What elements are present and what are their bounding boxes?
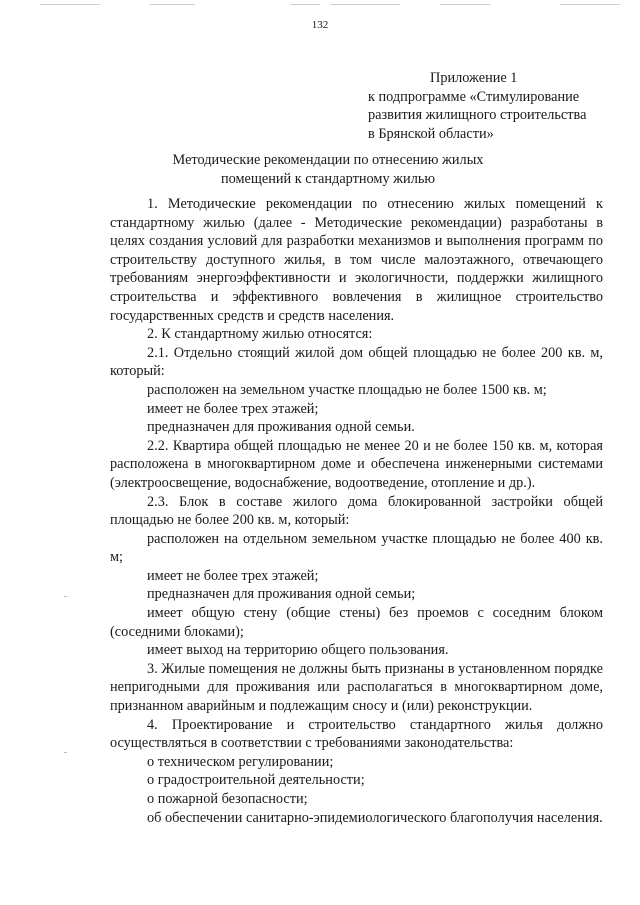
list-item: имеет общую стену (общие стены) без проемов с соседним блоком (соседними блоками); — [110, 605, 603, 640]
paragraph: 2.3. Блок в составе жилого дома блокированной застройки общей площадью не более 200 кв. м, который: — [110, 493, 603, 529]
list-item: о техническом регулировании; — [147, 753, 334, 770]
document-body — [110, 195, 603, 827]
list-item: имеет не более трех этажей; — [147, 400, 319, 417]
paragraph: 2.1. Отдельно стоящий жилой дом общей площадью не более 200 кв. м, который: — [110, 344, 603, 380]
scan-edge-artifact — [0, 0, 640, 14]
list-item: расположен на отдельном земельном участке площадью не более 400 кв. м; — [110, 530, 603, 566]
paragraph: 2. К стандартному жилью относятся: — [147, 326, 373, 343]
scan-margin-mark — [64, 752, 67, 753]
appendix-header — [368, 69, 618, 143]
list-item: о градостроительной деятельности; — [147, 772, 365, 789]
appendix-line: к подпрограмме «Стимулирование — [368, 88, 580, 105]
list-item: имеет выход на территорию общего пользования. — [147, 642, 449, 659]
list-item: имеет не более трех этажей; — [147, 567, 319, 584]
paragraph: 4. Проектирование и строительство стандартного жилья должно осуществляться в соответствии с требованиями законодательства: — [110, 716, 603, 752]
paragraph: 3. Жилые помещения не должны быть признаны в установленном порядке непригодными для проживания или располагаться в многоквартирном доме, признанном аварийным и подлежащим сносу и (или) реконструкции. — [110, 660, 603, 715]
appendix-title: Приложение 1 — [430, 70, 518, 86]
list-item: об обеспечении санитарно-эпидемиологического благополучия населения. — [147, 809, 603, 826]
page-number: 132 — [311, 19, 329, 31]
paragraph: 1. Методические рекомендации по отнесению жилых помещений к стандартному жилью (далее - Методические рекомендации) разработаны в целях создания условий для разработки механизмов и выполнения программ по строительству доступного жилья, в том числе малоэтажного, отвечающего требованиям энергоэффективности и экологичности, поддержки жилищного строительства и эффективного вовлечения в жилищное строительство государственных средств и средств населения. — [110, 196, 603, 324]
list-item: расположен на земельном участке площадью не более 1500 кв. м; — [147, 381, 547, 398]
paragraph: 2.2. Квартира общей площадью не менее 20 и не более 150 кв. м, которая расположена в многоквартирном доме и обеспечена инженерными системами (электроосвещение, водоснабжение, водоотведение, отопление и др.). — [110, 437, 603, 491]
appendix-line: в Брянской области» — [368, 125, 494, 142]
appendix-line: развития жилищного строительства — [368, 107, 587, 123]
list-item: предназначен для проживания одной семьи; — [147, 586, 416, 603]
list-item: предназначен для проживания одной семьи. — [147, 419, 415, 436]
scan-margin-mark — [64, 596, 67, 597]
document-title-line: Методические рекомендации по отнесению жилых — [172, 152, 484, 168]
document-title-line: помещений к стандартному жилью — [220, 170, 436, 187]
list-item: о пожарной безопасности; — [147, 791, 308, 807]
document-title — [150, 151, 506, 188]
